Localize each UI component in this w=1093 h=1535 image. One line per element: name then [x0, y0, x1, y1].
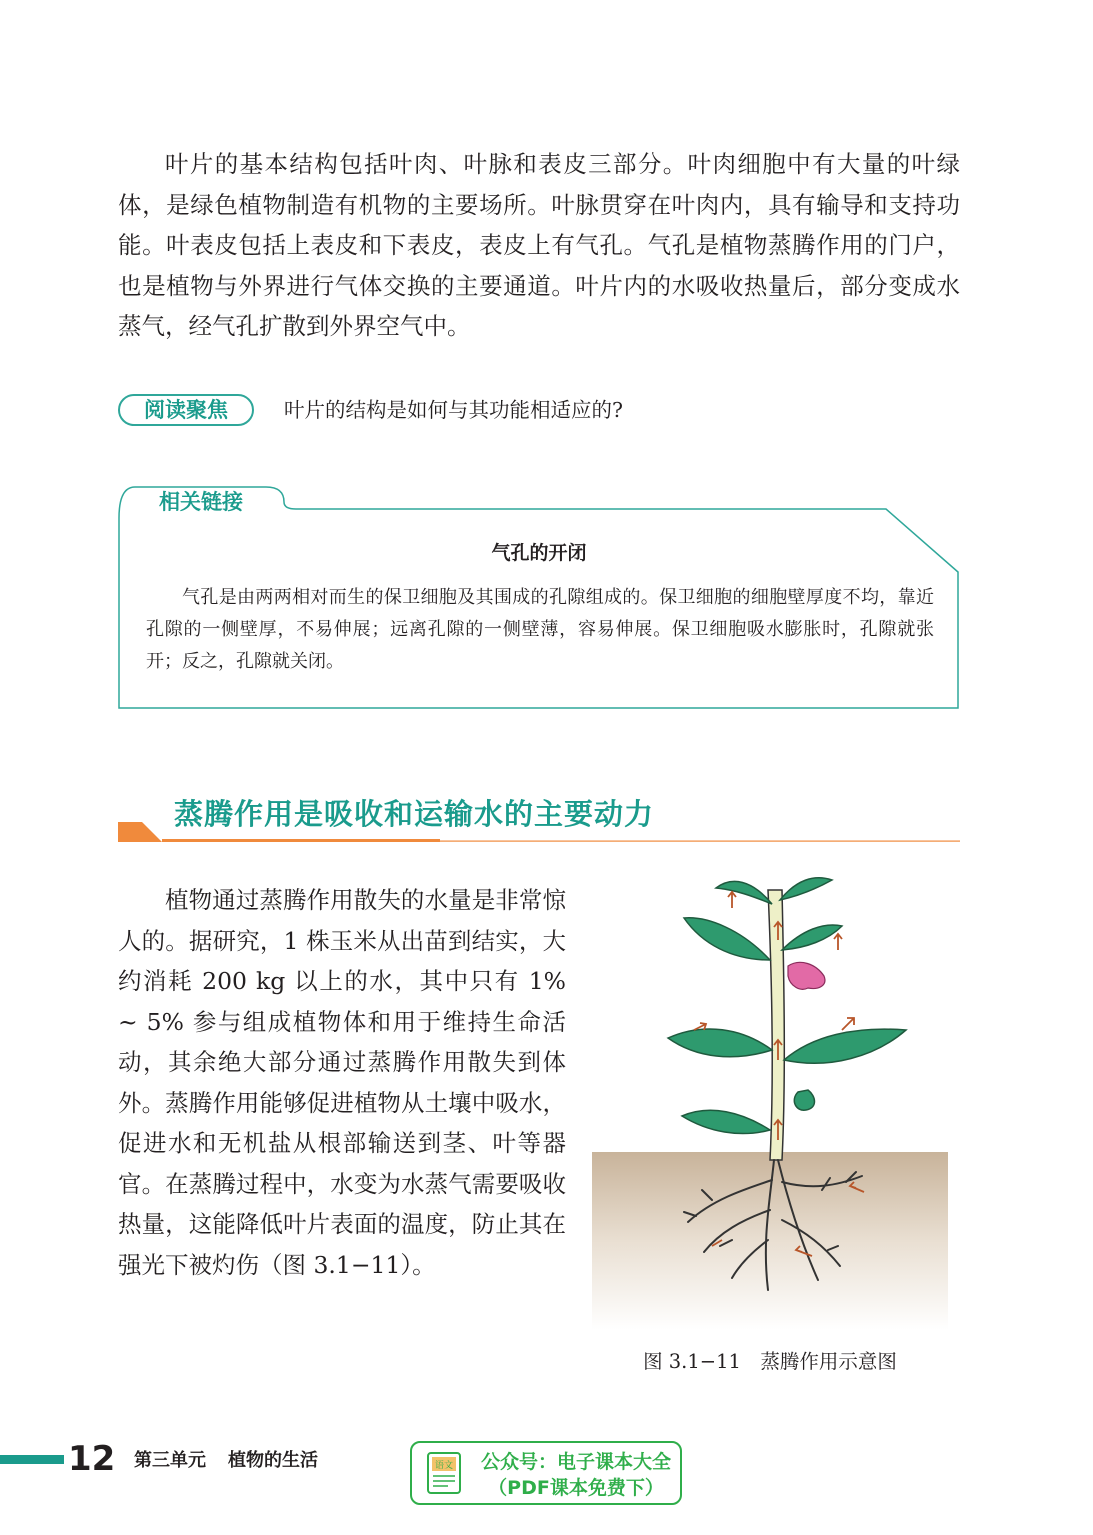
- section-paragraph: 植物通过蒸腾作用散失的水量是非常惊人的。据研究，1 株玉米从出苗到结实，大约消耗 200 kg 以上的水，其中只有 1% ~ 5% 参与组成植物体和用于维持生命活动，其余绝大部分通过蒸腾作用散失到体外。蒸腾作用能够促进植物从土壤中吸水，促进水和无机盐从根部输送到茎、叶等器官。在蒸腾过程中，水变为水蒸气需要吸收热量，这能降低叶片表面的温度，防止其在强光下被灼伤（图 3.1−11）。: [118, 886, 566, 1279]
- flower: [788, 962, 825, 989]
- watermark-badge: [410, 1441, 682, 1505]
- intro-paragraph: 叶片的基本结构包括叶肉、叶脉和表皮三部分。叶肉细胞中有大量的叶绿体，是绿色植物制造有机物的主要场所。叶脉贯穿在叶肉内，具有输导和支持功能。叶表皮包括上表皮和下表皮，表皮上有气孔。气孔是植物蒸腾作用的门户，也是植物与外界进行气体交换的主要通道。叶片内的水吸收热量后，部分变成水蒸气，经气孔扩散到外界空气中。: [118, 150, 960, 340]
- reading-focus-question: 叶片的结构是如何与其功能相适应的?: [284, 398, 623, 422]
- book-icon-label: 语文: [434, 1461, 454, 1471]
- stem: [768, 890, 784, 1160]
- watermark-line2: （PDF课本免费下）: [488, 1477, 664, 1499]
- plant-illustration: [592, 860, 948, 1330]
- transpiration-figure: [592, 860, 948, 1330]
- related-link-body: 气孔是由两两相对而生的保卫细胞及其围成的孔隙组成的。保卫细胞的细胞壁厚度不均，靠近孔隙的一侧壁厚，不易伸展；远离孔隙的一侧壁薄，容易伸展。保卫细胞吸水膨胀时，孔隙就张开；反之，孔隙就关闭。: [146, 587, 934, 672]
- footer-chapter-title: 植物的生活: [228, 1450, 318, 1471]
- footer-unit: 第三单元: [134, 1450, 206, 1471]
- reading-focus-label: 阅读聚焦: [118, 394, 254, 426]
- footer-chapter: [134, 1448, 340, 1474]
- soil-area: [592, 1152, 948, 1330]
- related-link-label: 相关链接: [159, 490, 243, 514]
- leaves: [668, 878, 906, 1134]
- book-icon: [424, 1449, 466, 1499]
- section-title: 蒸腾作用是吸收和运输水的主要动力: [174, 797, 655, 831]
- page-number: 12: [68, 1439, 116, 1479]
- related-link-box: [118, 486, 960, 711]
- watermark-line1: 公众号：电子课本大全: [480, 1451, 671, 1473]
- footer-bar: [0, 1455, 64, 1464]
- related-link-title: 气孔的开闭: [491, 542, 587, 564]
- section-heading: [118, 786, 960, 846]
- figure-caption: 图 3.1−11 蒸腾作用示意图: [643, 1350, 897, 1373]
